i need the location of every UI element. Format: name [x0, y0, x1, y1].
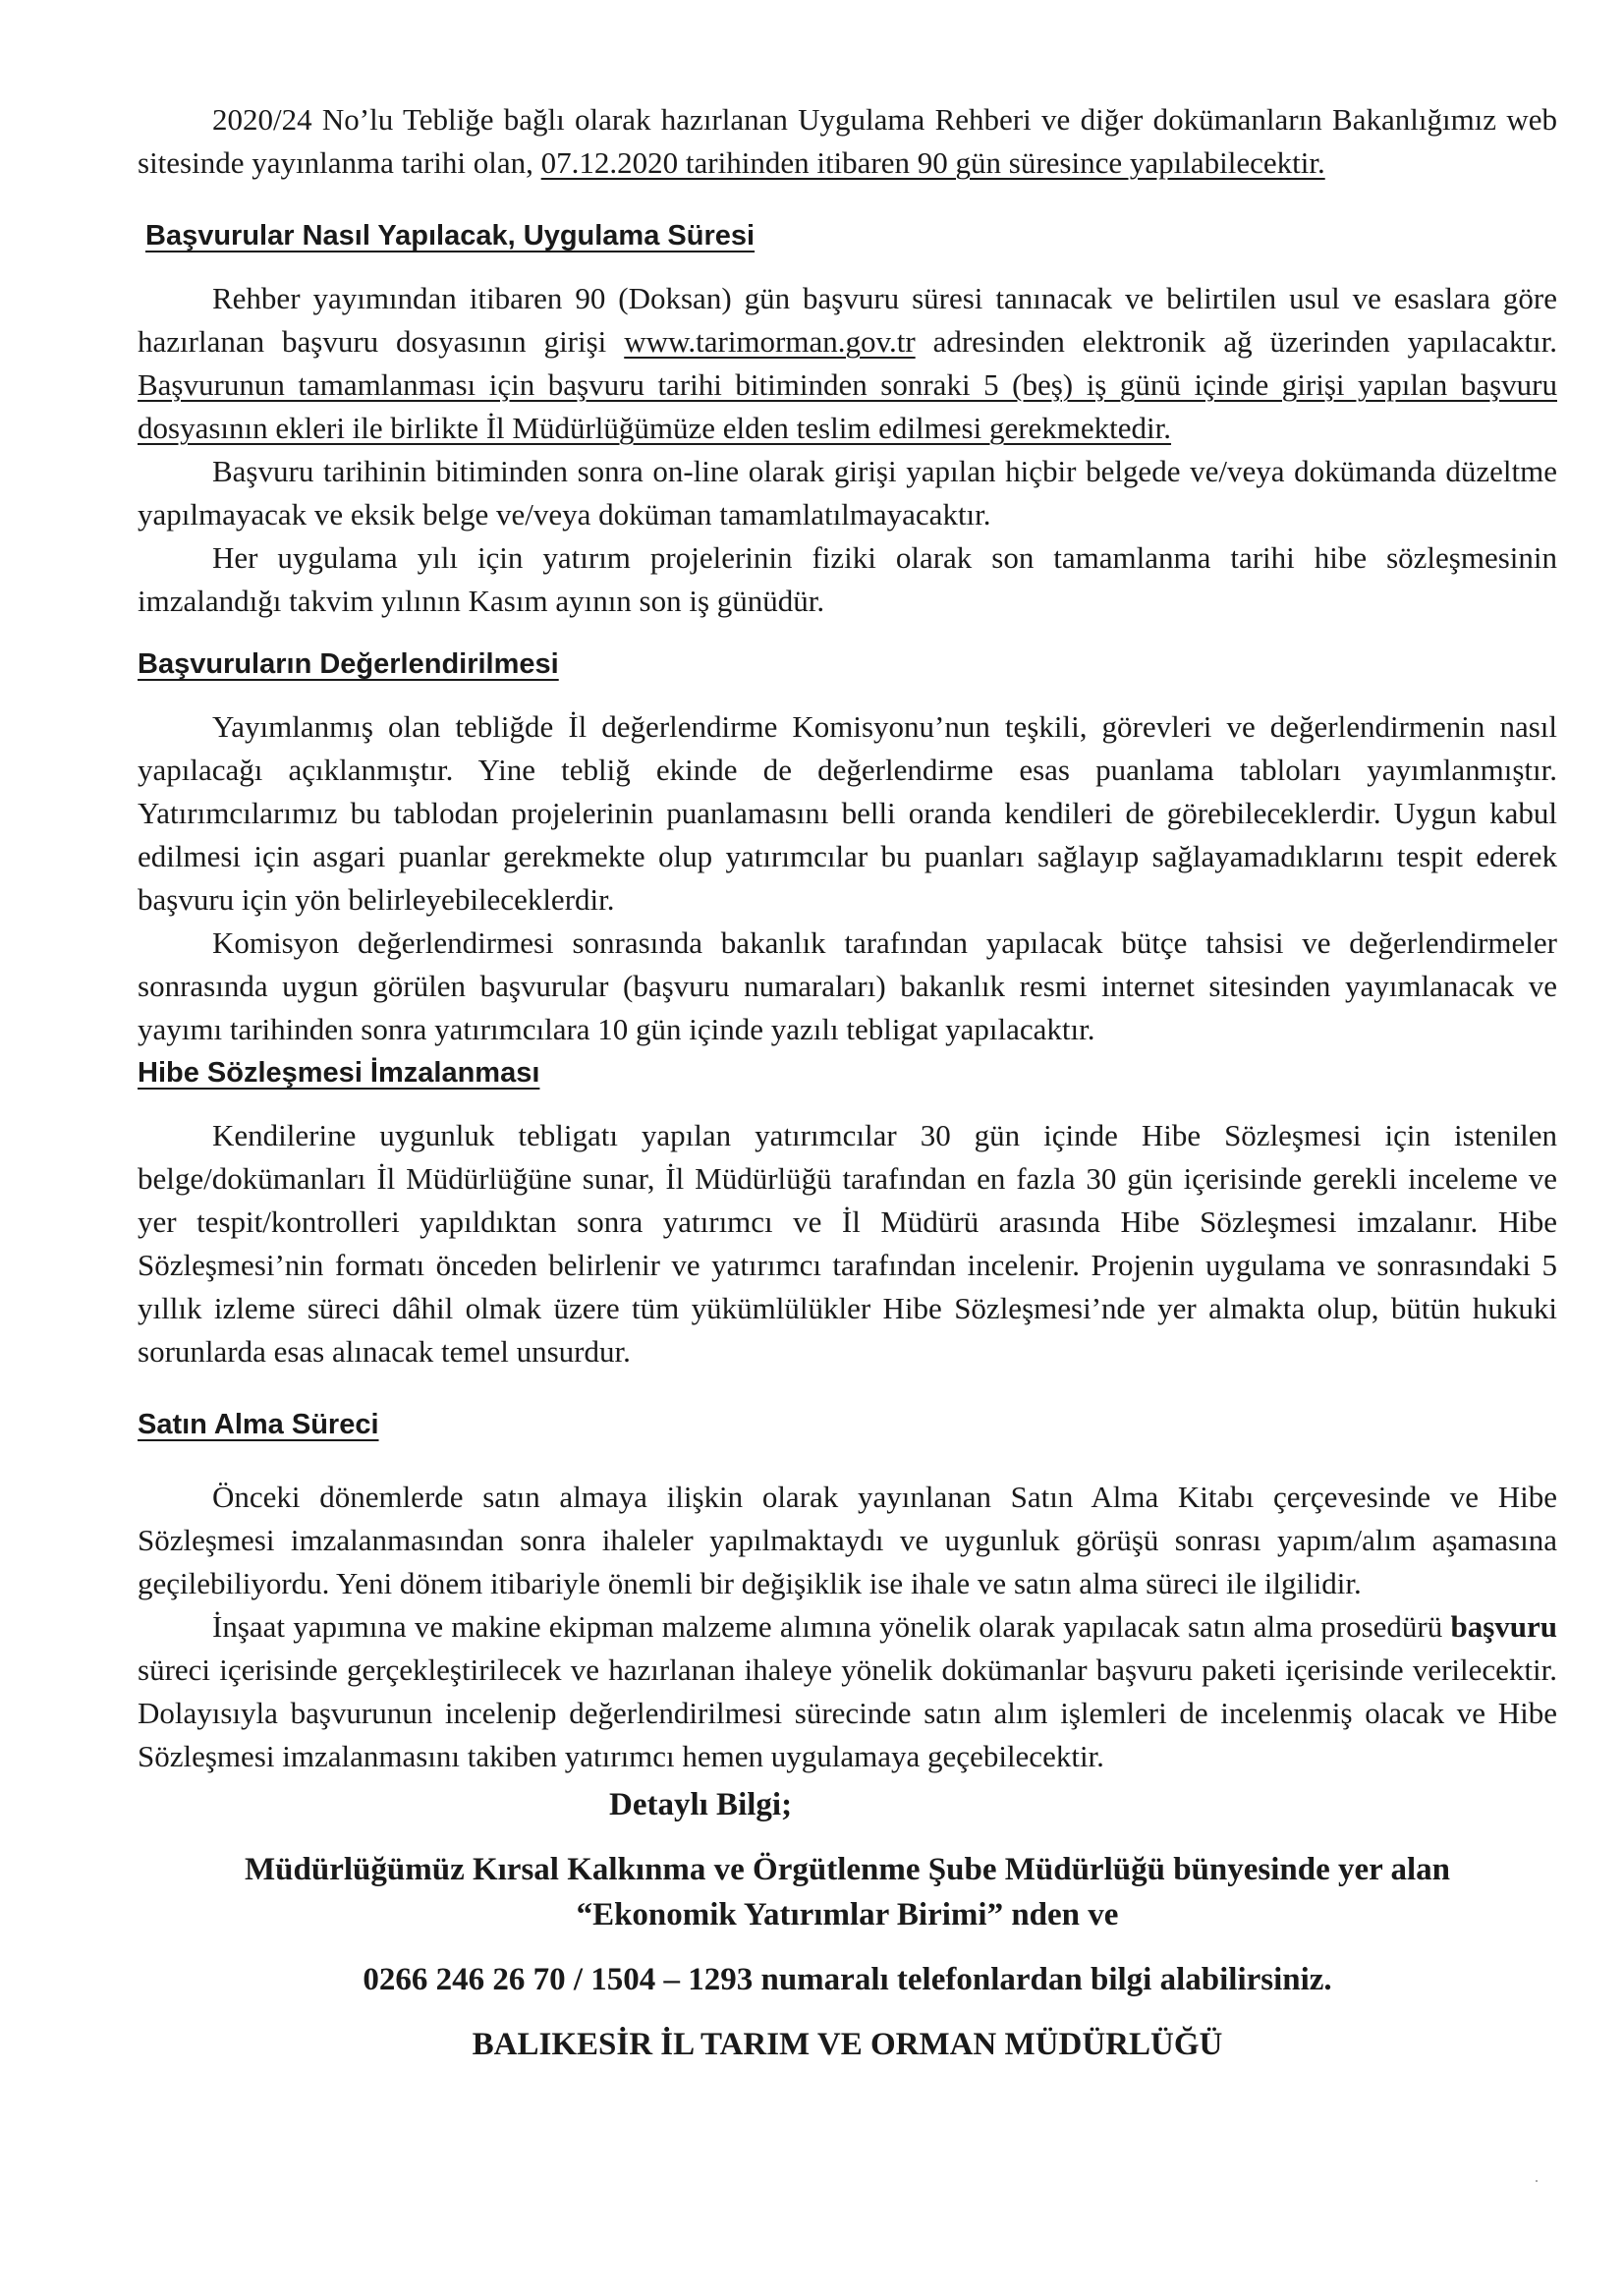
intro-paragraph — [138, 98, 1557, 185]
contact-phone-line: 0266 246 26 70 / 1504 – 1293 numaralı telefonlardan bilgi alabilirsiniz. — [363, 1962, 1332, 1997]
detay-bilgi-heading: Detaylı Bilgi; — [609, 1787, 793, 1822]
section-heading-satin-alma: Satın Alma Süreci — [138, 1409, 379, 1440]
section4-p2-text: İnşaat yapımına ve makine ekipman malzeme alımına yönelik olarak yapılacak satın alma prosedürü — [212, 1609, 1451, 1644]
contact-line-1: Müdürlüğümüz Kırsal Kalkınma ve Örgütlenme Şube Müdürlüğü bünyesinde yer alan — [245, 1852, 1450, 1887]
intro-text: 2020/24 No’lu Tebliğe bağlı olarak hazırlanan Uygulama Rehberi ve diğer dokümanların Bakanlığımız web sitesinde yayınlanma tarihi olan, — [138, 102, 1557, 180]
section-heading-basvurular: Başvurular Nasıl Yapılacak, Uygulama Süresi — [145, 220, 756, 252]
section1-p1-text: Rehber yayımından itibaren 90 (Doksan) gün başvuru süresi tanınacak ve belirtilen usul ve esaslara göre hazırlanan başvuru dosyasının girişi — [138, 281, 1557, 359]
section4-paragraph-1: Önceki dönemlerde satın almaya ilişkin olarak yayınlanan Satın Alma Kitabı çerçevesinde ve Hibe Sözleşmesi imzalanmasından sonra ihaleler yapılmaktaydı ve uygunluk görüşü sonrası yapım/alım aşamasına geçilebiliyordu. Yeni dönem itibariyle önemli bir değişiklik ise ihale ve satın alma süreci ile ilgilidir. — [138, 1480, 1557, 1600]
section2-paragraph-2: Komisyon değerlendirmesi sonrasında bakanlık tarafından yapılacak bütçe tahsisi ve değerlendirmeler sonrasında uygun görülen başvurular (başvuru numaraları) bakanlık resmi internet sitesinden yayımlanacak ve yayımı tarihinden sonra yatırımcılara 10 gün içinde yazılı tebligat yapılacaktır. — [138, 925, 1557, 1046]
section4-paragraph-2 — [138, 1605, 1557, 1778]
section1-p1-underlined: Başvurunun tamamlanması için başvuru tarihi bitiminden sonraki 5 (beş) iş günü içinde girişi yapılan başvuru dosyasının ekleri ile birlikte İl Müdürlüğümüze elden teslim edilmesi gerekmektedir. — [138, 367, 1557, 445]
section4-p2-after: süreci içerisinde gerçekleştirilecek ve hazırlanan ihaleye yönelik dokümanlar başvuru paketi içerisinde verilecektir. Dolayısıyla başvurunun incelenip değerlendirilmesi sürecinde satın alım işlemleri de incelenmiş olacak ve Hibe Sözleşmesi imzalanmasını takiben yatırımcı hemen uygulamaya geçebilecektir. — [138, 1652, 1557, 1773]
tarimorman-link[interactable]: www.tarimorman.gov.tr — [624, 324, 916, 359]
issuer-signature: BALIKESİR İL TARIM VE ORMAN MÜDÜRLÜĞÜ — [472, 2027, 1223, 2062]
scan-speck: · — [1534, 2171, 1540, 2191]
section3-paragraph-1: Kendilerine uygunluk tebligatı yapılan yatırımcılar 30 gün içinde Hibe Sözleşmesi için istenilen belge/dokümanları İl Müdürlüğüne sunar, İl Müdürlüğü tarafından en fazla 30 gün içerisinde gerekli inceleme ve yer tespit/kontrolleri yapıldıktan sonra yatırımcı ve İl Müdürü arasında Hibe Sözleşmesi imzalanır. Hibe Sözleşmesi’nin formatı önceden belirlenir ve yatırımcı tarafından incelenir. Projenin uygulama ve sonrasındaki 5 yıllık izleme süreci dâhil olmak üzere tüm yükümlülükler Hibe Sözleşmesi’nde yer almakta olup, bütün hukuki sorunlarda esas alınacak temel unsurdur. — [138, 1118, 1557, 1369]
section-heading-degerlendirme: Başvuruların Değerlendirilmesi — [138, 648, 559, 680]
intro-deadline-text: 07.12.2020 tarihinden itibaren 90 gün süresince yapılabilecektir. — [540, 145, 1325, 180]
section1-p1-after: adresinden elektronik ağ üzerinden yapılacaktır. — [915, 324, 1557, 359]
section4-p2-bold: başvuru — [1450, 1609, 1557, 1644]
section1-paragraph-3: Her uygulama yılı için yatırım projelerinin fiziki olarak son tamamlanma tarihi hibe sözleşmesinin imzalandığı takvim yılının Kasım ayının son iş günüdür. — [138, 540, 1557, 618]
section1-paragraph-1 — [138, 277, 1557, 450]
section1-paragraph-2: Başvuru tarihinin bitiminden sonra on-line olarak girişi yapılan hiçbir belgede ve/veya dokümanda düzeltme yapılmayacak ve eksik belge ve/veya doküman tamamlatılmayacaktır. — [138, 454, 1557, 532]
section2-paragraph-1: Yayımlanmış olan tebliğde İl değerlendirme Komisyonu’nun teşkili, görevleri ve değerlendirmenin nasıl yapılacağı açıklanmıştır. Yine tebliğ ekinde de değerlendirme esas puanlama tabloları yayımlanmıştır. Yatırımcılarımız bu tablodan projelerinin puanlamasını belli oranda kendileri de görebileceklerdir. Uygun kabul edilmesi için asgari puanlar gerekmekte olup yatırımcılar bu puanları sağlayıp sağlayamadıklarını tespit ederek başvuru için yön belirleyebileceklerdir. — [138, 709, 1557, 917]
contact-line-2: “Ekonomik Yatırımlar Birimi” nden ve — [576, 1897, 1119, 1932]
section-heading-hibe-sozlesmesi: Hibe Sözleşmesi İmzalanması — [138, 1057, 540, 1089]
